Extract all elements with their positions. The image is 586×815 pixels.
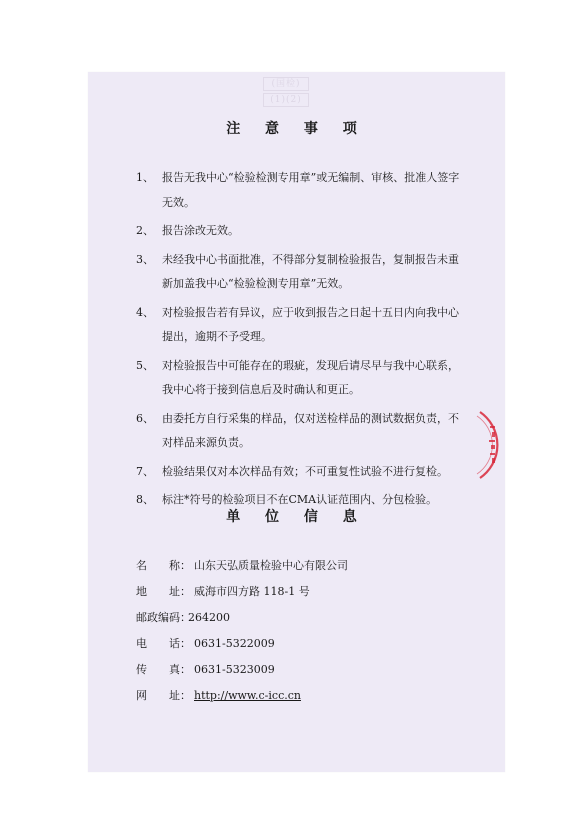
notice-item-4 bbox=[136, 301, 466, 350]
notice-item-number: 6、 bbox=[136, 411, 154, 425]
unit-row-website bbox=[136, 683, 436, 709]
unit-info-list bbox=[136, 553, 436, 709]
unit-row-fax bbox=[136, 657, 436, 683]
notice-item-number: 7、 bbox=[136, 464, 154, 478]
notice-item-number: 5、 bbox=[136, 358, 154, 372]
unit-postal-code-label: 邮政编码： bbox=[136, 611, 191, 624]
unit-info-title: 单 位 信 息 bbox=[226, 509, 367, 525]
unit-row-postal-code bbox=[136, 605, 436, 631]
notice-list bbox=[136, 166, 466, 517]
notice-item-5 bbox=[136, 354, 466, 403]
notice-item-text: 标注*符号的检验项目不在CMA认证范围内、分包检验。 bbox=[162, 493, 438, 506]
notice-item-number: 3、 bbox=[136, 252, 154, 266]
notice-item-text: 检验结果仅对本次样品有效；不可重复性试验不进行复检。 bbox=[162, 464, 448, 478]
unit-phone-value: 0631-5322009 bbox=[194, 637, 275, 650]
notice-item-text: 报告涂改无效。 bbox=[162, 224, 239, 237]
notice-item-2 bbox=[136, 219, 466, 244]
unit-name-label: 名 称： bbox=[136, 559, 191, 572]
notice-item-1 bbox=[136, 166, 466, 215]
unit-website-label: 网 址： bbox=[136, 689, 191, 702]
unit-fax-value: 0631-5323009 bbox=[194, 663, 275, 676]
notice-item-7 bbox=[136, 460, 466, 485]
notice-item-6 bbox=[136, 407, 466, 456]
notice-item-text: 由委托方自行采集的样品，仅对送检样品的测试数据负责，不对样品来源负责。 bbox=[162, 411, 459, 449]
unit-row-name bbox=[136, 553, 436, 579]
notice-item-number: 1、 bbox=[136, 171, 154, 184]
unit-row-address bbox=[136, 579, 436, 605]
notice-title: 注 意 事 项 bbox=[226, 121, 367, 137]
unit-postal-code-value: 264200 bbox=[188, 611, 230, 624]
unit-fax-label: 传 真： bbox=[136, 663, 191, 676]
unit-website-link[interactable]: http://www.c-icc.cn bbox=[194, 689, 301, 702]
unit-phone-label: 电 话： bbox=[136, 637, 191, 650]
notice-item-text: 报告无我中心“检验检测专用章”或无编制、审核、批准人签字无效。 bbox=[162, 171, 460, 209]
notice-item-number: 8、 bbox=[136, 493, 154, 506]
notice-item-text: 未经我中心书面批准，不得部分复制检验报告，复制报告未重新加盖我中心“检验检测专用章”无效。 bbox=[162, 252, 459, 290]
notice-item-text: 对检验报告若有异议，应于收到报告之日起十五日内向我中心提出，逾期不予受理。 bbox=[162, 305, 459, 343]
notice-item-number: 2、 bbox=[136, 224, 154, 237]
unit-address-label: 地 址： bbox=[136, 585, 191, 598]
faded-stamp bbox=[263, 75, 309, 111]
notice-item-number: 4、 bbox=[136, 305, 154, 319]
unit-row-phone bbox=[136, 631, 436, 657]
unit-address-value: 威海市四方路 118-1 号 bbox=[194, 585, 310, 598]
unit-name-value: 山东天弘质量检验中心有限公司 bbox=[194, 559, 348, 572]
faded-stamp-line2: (1)(2) bbox=[263, 93, 309, 107]
faded-stamp-line1: (国检) bbox=[263, 77, 309, 91]
notice-item-3 bbox=[136, 248, 466, 297]
notice-item-text: 对检验报告中可能存在的瑕疵，发现后请尽早与我中心联系，我中心将于接到信息后及时确认和更正。 bbox=[162, 358, 459, 396]
